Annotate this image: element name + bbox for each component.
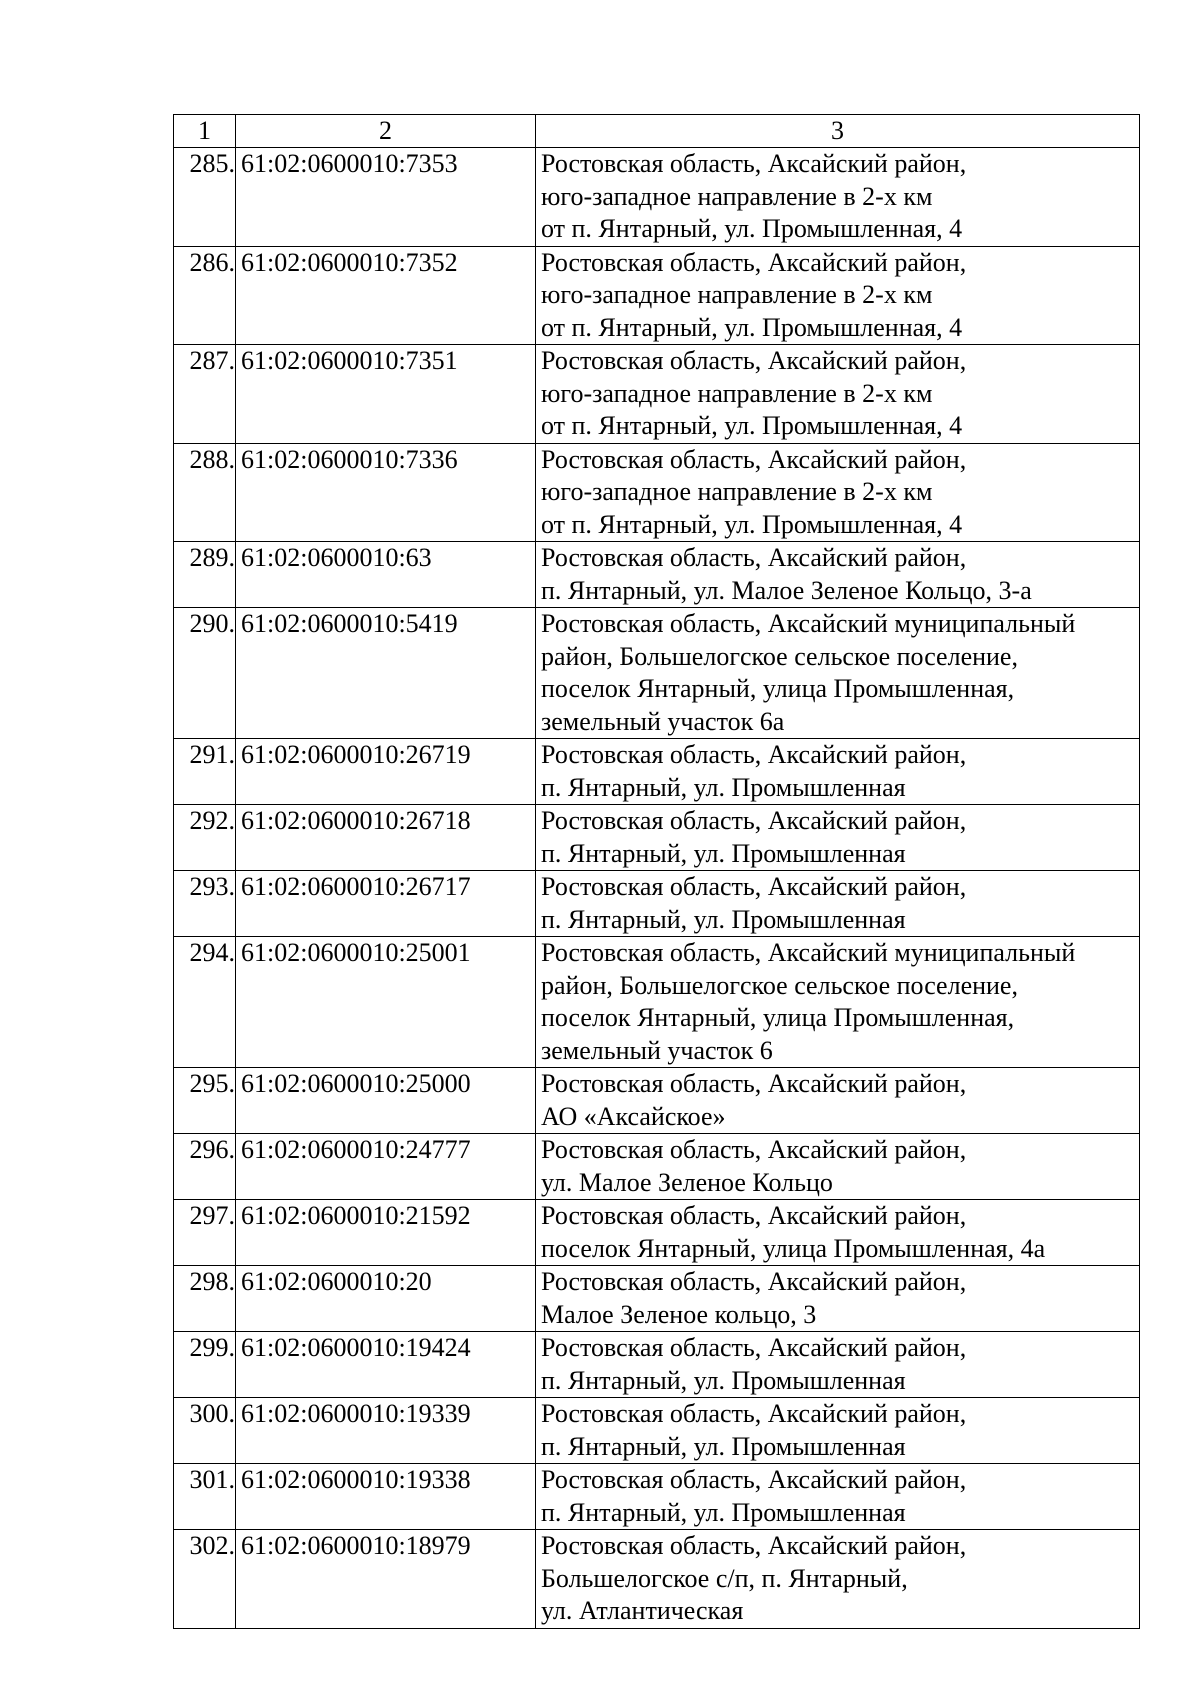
address xyxy=(536,1398,1140,1464)
address-line: п. Янтарный, ул. Промышленная xyxy=(541,1365,906,1395)
cadastral-number: 61:02:0600010:7353 xyxy=(236,148,536,247)
address xyxy=(536,1530,1140,1629)
address-line: Ростовская область, Аксайский район, xyxy=(541,1267,967,1296)
cadastral-number: 61:02:0600010:7336 xyxy=(236,443,536,542)
address-line: Ростовская область, Аксайский район, xyxy=(541,1201,967,1230)
cadastral-number: 61:02:0600010:21592 xyxy=(236,1200,536,1266)
row-number: 288. xyxy=(174,443,236,542)
row-number: 296. xyxy=(174,1134,236,1200)
table-row xyxy=(174,1200,1140,1266)
address xyxy=(536,1464,1140,1530)
address-line: Ростовская область, Аксайский муниципальный xyxy=(541,609,1076,638)
row-number: 299. xyxy=(174,1332,236,1398)
row-number: 301. xyxy=(174,1464,236,1530)
address xyxy=(536,1200,1140,1266)
address-line: п. Янтарный, ул. Промышленная xyxy=(541,904,906,934)
address xyxy=(536,805,1140,871)
table-row xyxy=(174,805,1140,871)
cadastral-number: 61:02:0600010:24777 xyxy=(236,1134,536,1200)
row-number: 293. xyxy=(174,871,236,937)
address-line: юго-западное направление в 2-х км xyxy=(541,378,933,408)
row-number: 287. xyxy=(174,345,236,444)
row-number: 300. xyxy=(174,1398,236,1464)
address-line: Ростовская область, Аксайский район, xyxy=(541,1135,967,1164)
table-row xyxy=(174,739,1140,805)
cadastral-number: 61:02:0600010:63 xyxy=(236,542,536,608)
address-line: п. Янтарный, ул. Промышленная xyxy=(541,1497,906,1527)
address-line: от п. Янтарный, ул. Промышленная, 4 xyxy=(541,411,963,440)
address-line: Ростовская область, Аксайский район, xyxy=(541,247,967,277)
address-line: Ростовская область, Аксайский район, xyxy=(541,806,967,835)
row-number: 291. xyxy=(174,739,236,805)
row-number: 285. xyxy=(174,148,236,247)
address-line: Ростовская область, Аксайский район, xyxy=(541,444,967,474)
address-line: Ростовская область, Аксайский муниципальный xyxy=(541,938,1076,967)
table-row xyxy=(174,148,1140,247)
row-number: 292. xyxy=(174,805,236,871)
row-number: 290. xyxy=(174,608,236,739)
table-row xyxy=(174,1332,1140,1398)
address-line: поселок Янтарный, улица Промышленная, xyxy=(541,1003,1015,1032)
address-line: п. Янтарный, ул. Промышленная xyxy=(541,1431,906,1461)
address-line: район, Большелогское сельское поселение, xyxy=(541,970,1018,1000)
cadastral-number: 61:02:0600010:7351 xyxy=(236,345,536,444)
address xyxy=(536,443,1140,542)
address-line: поселок Янтарный, улица Промышленная, 4а xyxy=(541,1233,1046,1263)
address-line: юго-западное направление в 2-х км xyxy=(541,477,933,506)
address-line: Малое Зеленое кольцо, 3 xyxy=(541,1299,817,1329)
address-line: Ростовская область, Аксайский район, xyxy=(541,1069,967,1098)
address-line: АО «Аксайское» xyxy=(541,1101,726,1131)
cadastral-number: 61:02:0600010:19339 xyxy=(236,1398,536,1464)
row-number: 298. xyxy=(174,1266,236,1332)
address-line: земельный участок 6 xyxy=(541,1035,773,1065)
table-row xyxy=(174,443,1140,542)
cadastral-number: 61:02:0600010:20 xyxy=(236,1266,536,1332)
address xyxy=(536,1068,1140,1134)
table-row xyxy=(174,1266,1140,1332)
cadastral-number: 61:02:0600010:19338 xyxy=(236,1464,536,1530)
address xyxy=(536,345,1140,444)
cadastral-number: 61:02:0600010:5419 xyxy=(236,608,536,739)
cadastral-number: 61:02:0600010:19424 xyxy=(236,1332,536,1398)
row-number: 302. xyxy=(174,1530,236,1629)
table-row xyxy=(174,608,1140,739)
row-number: 294. xyxy=(174,937,236,1068)
address-line: Ростовская область, Аксайский район, xyxy=(541,872,967,901)
address-line: Ростовская область, Аксайский район, xyxy=(541,346,967,375)
address-line: юго-западное направление в 2-х км xyxy=(541,280,933,309)
table-row xyxy=(174,1398,1140,1464)
row-number: 295. xyxy=(174,1068,236,1134)
address-line: Ростовская область, Аксайский район, xyxy=(541,543,967,572)
address-line: от п. Янтарный, ул. Промышленная, 4 xyxy=(541,214,963,243)
address-line: ул. Атлантическая xyxy=(541,1596,744,1625)
address-line: Ростовская область, Аксайский район, xyxy=(541,1333,967,1362)
header-col-2: 2 xyxy=(236,115,536,148)
address-line: п. Янтарный, ул. Промышленная xyxy=(541,838,906,868)
address-line: Ростовская область, Аксайский район, xyxy=(541,1531,967,1560)
table-row xyxy=(174,246,1140,345)
table-row xyxy=(174,1530,1140,1629)
cadastral-number: 61:02:0600010:26718 xyxy=(236,805,536,871)
address-line: поселок Янтарный, улица Промышленная, xyxy=(541,674,1015,703)
address-line: Ростовская область, Аксайский район, xyxy=(541,1465,967,1494)
address-line: район, Большелогское сельское поселение, xyxy=(541,641,1018,671)
address-line: Ростовская область, Аксайский район, xyxy=(541,149,967,178)
row-number: 297. xyxy=(174,1200,236,1266)
table-row xyxy=(174,1134,1140,1200)
cadastral-number: 61:02:0600010:26719 xyxy=(236,739,536,805)
cadastral-number: 61:02:0600010:25001 xyxy=(236,937,536,1068)
cadastral-number: 61:02:0600010:25000 xyxy=(236,1068,536,1134)
table-row xyxy=(174,1068,1140,1134)
table-row xyxy=(174,871,1140,937)
address xyxy=(536,542,1140,608)
address xyxy=(536,1332,1140,1398)
address xyxy=(536,148,1140,247)
address-line: от п. Янтарный, ул. Промышленная, 4 xyxy=(541,509,963,539)
address xyxy=(536,1266,1140,1332)
row-number: 289. xyxy=(174,542,236,608)
row-number: 286. xyxy=(174,246,236,345)
address-line: Ростовская область, Аксайский район, xyxy=(541,740,967,769)
header-row xyxy=(174,115,1140,148)
address-line: п. Янтарный, ул. Промышленная xyxy=(541,772,906,802)
address-line: юго-западное направление в 2-х км xyxy=(541,181,933,211)
address xyxy=(536,739,1140,805)
address xyxy=(536,871,1140,937)
address-line: от п. Янтарный, ул. Промышленная, 4 xyxy=(541,312,963,342)
cadastral-number: 61:02:0600010:18979 xyxy=(236,1530,536,1629)
table-body xyxy=(174,148,1140,1629)
address xyxy=(536,608,1140,739)
table-row xyxy=(174,542,1140,608)
address xyxy=(536,246,1140,345)
table-row xyxy=(174,345,1140,444)
land-parcels-table xyxy=(173,114,1140,1629)
address xyxy=(536,1134,1140,1200)
table-row xyxy=(174,1464,1140,1530)
address-line: земельный участок 6а xyxy=(541,706,785,736)
address xyxy=(536,937,1140,1068)
header-col-3: 3 xyxy=(536,115,1140,148)
cadastral-number: 61:02:0600010:7352 xyxy=(236,246,536,345)
header-col-1: 1 xyxy=(174,115,236,148)
address-line: Большелогское с/п, п. Янтарный, xyxy=(541,1563,908,1593)
address-line: Ростовская область, Аксайский район, xyxy=(541,1399,967,1428)
address-line: ул. Малое Зеленое Кольцо xyxy=(541,1167,833,1197)
table-row xyxy=(174,937,1140,1068)
address-line: п. Янтарный, ул. Малое Зеленое Кольцо, 3-а xyxy=(541,575,1032,605)
cadastral-number: 61:02:0600010:26717 xyxy=(236,871,536,937)
